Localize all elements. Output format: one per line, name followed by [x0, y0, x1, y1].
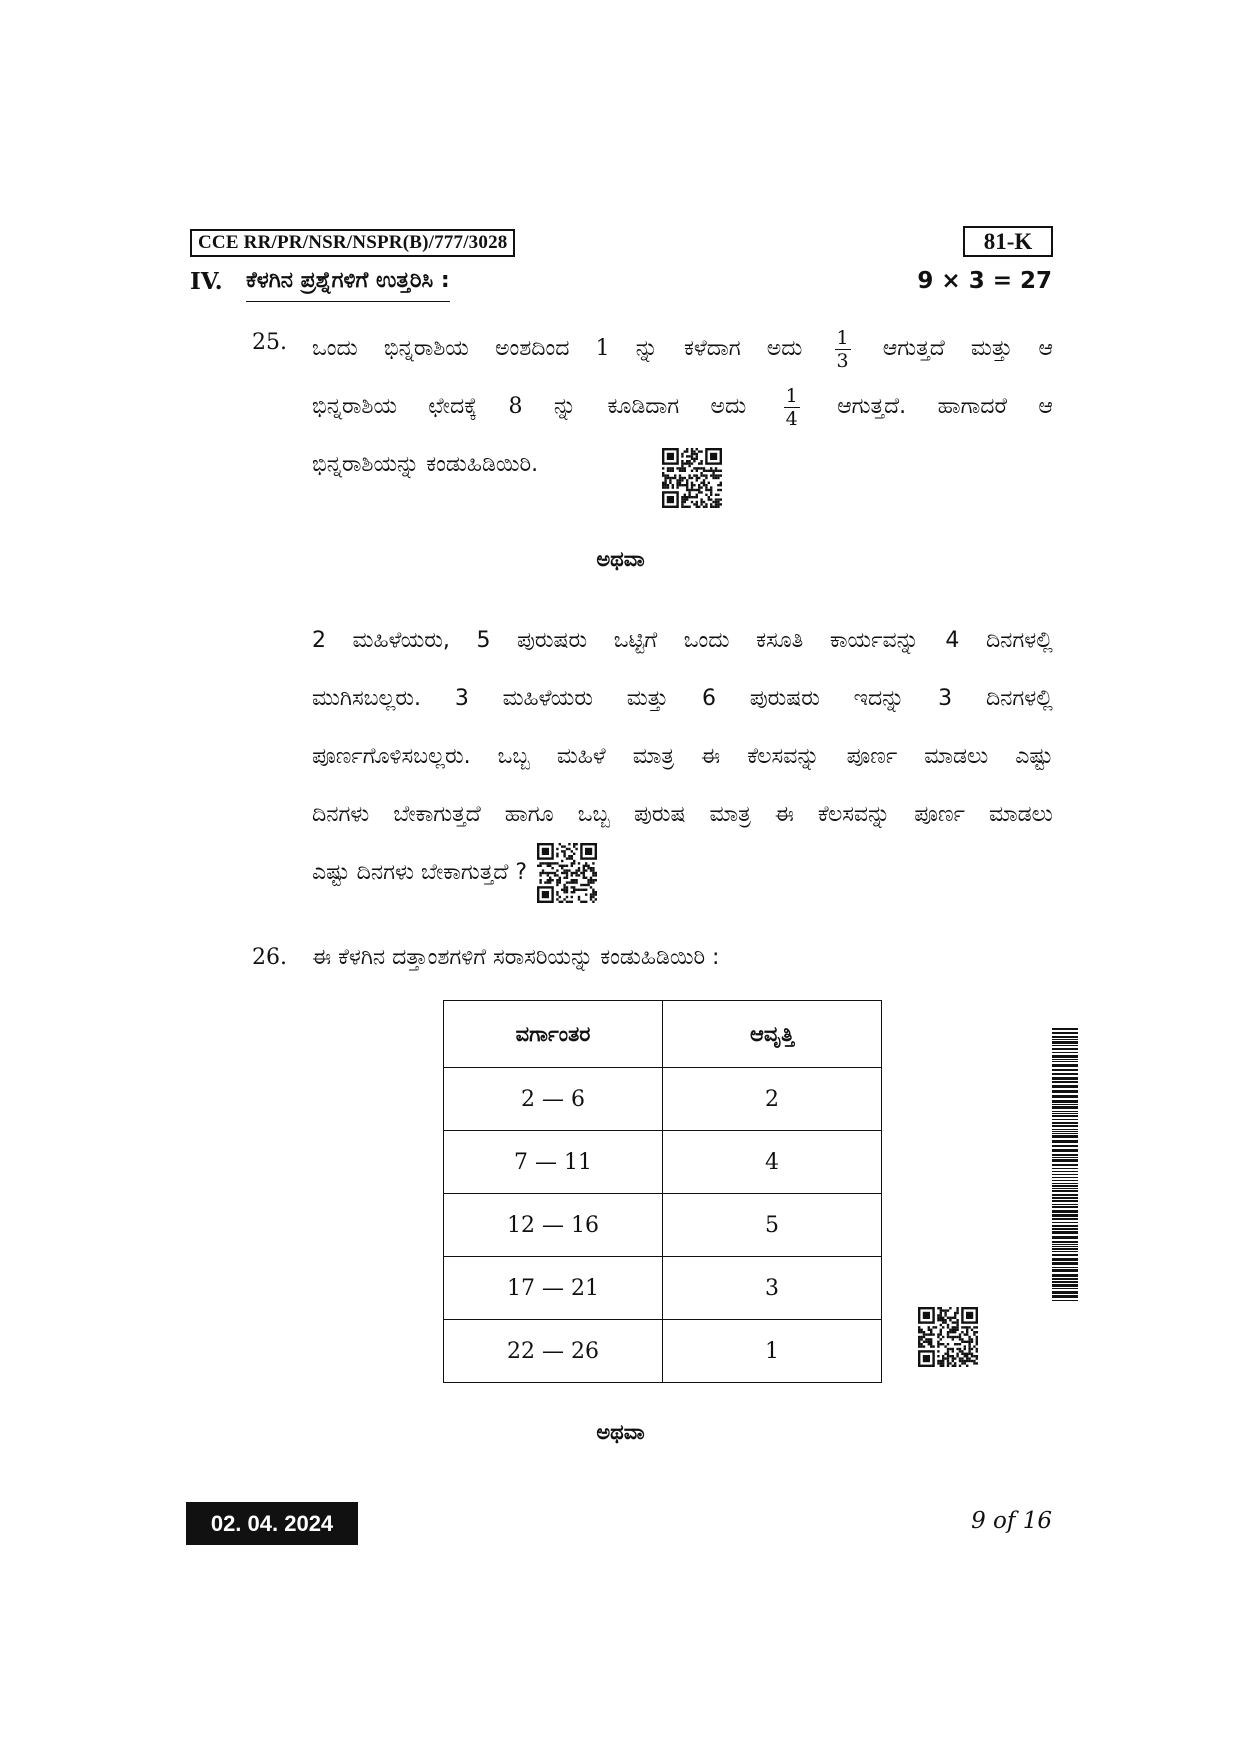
- word: ಪುರುಷ: [633, 802, 686, 827]
- alt-line-1: [312, 612, 1053, 670]
- frequency-table: [443, 1000, 882, 1383]
- word: ಬೇಕಾಗುತ್ತದೆ: [393, 802, 481, 827]
- word: ಮಾತ್ರ: [632, 744, 675, 769]
- word: ದಿನಗಳಲ್ಲಿ: [985, 628, 1053, 653]
- column-header-class-interval: ವರ್ಗಾಂತರ: [444, 1001, 663, 1068]
- question-25-line-1: [312, 320, 1053, 378]
- class-interval-cell: 22 — 26: [444, 1320, 663, 1383]
- word: ಕೆಲಸವನ್ನು: [817, 802, 891, 827]
- word: ಅದು: [710, 394, 747, 419]
- fraction-one-third: [835, 328, 851, 371]
- word: ಭಿನ್ನರಾಶಿಯನ್ನು ಕಂಡುಹಿಡಿಯಿರಿ.: [312, 452, 539, 477]
- word: ಒಬ್ಬ: [497, 744, 530, 769]
- word: ಕಳೆದಾಗ: [684, 336, 741, 361]
- qr-code-icon: [662, 448, 722, 508]
- word: ಕೂಡಿದಾಗ: [607, 394, 680, 419]
- word: ಮತ್ತು: [626, 686, 669, 711]
- alt-line-3: [312, 728, 1053, 786]
- frequency-cell: 2: [663, 1068, 882, 1131]
- frequency-cell: 4: [663, 1131, 882, 1194]
- word: 2: [312, 628, 326, 653]
- word: ಮಾತ್ರ: [709, 802, 751, 827]
- word: ಮಹಿಳೆಯರು,: [352, 628, 450, 653]
- table-row: [444, 1320, 882, 1383]
- section-marks: 9 × 3 = 27: [917, 268, 1052, 294]
- word: 3: [454, 686, 469, 711]
- class-interval-cell: 2 — 6: [444, 1068, 663, 1131]
- word: ಪೂರ್ಣ: [846, 744, 898, 769]
- word: ಅದು: [766, 336, 803, 361]
- word: ನ್ನು: [553, 394, 577, 419]
- word: ಕಸೂತಿ: [756, 628, 804, 653]
- table-row: [444, 1068, 882, 1131]
- word: 5: [476, 628, 491, 653]
- or-separator-25: ಅಥವಾ: [596, 547, 645, 571]
- word: 8: [508, 394, 523, 419]
- word: ಪುರುಷರು: [517, 628, 588, 653]
- word: ಭಿನ್ನರಾಶಿಯ: [383, 336, 469, 361]
- fraction-numerator: 1: [836, 326, 849, 349]
- word: ಮಾಡಲು: [988, 802, 1053, 827]
- question-26-text: ಈ ಕೆಳಗಿನ ದತ್ತಾಂಶಗಳಿಗೆ ಸರಾಸರಿಯನ್ನು ಕಂಡುಹಿಡಿಯಿರಿ :: [312, 945, 720, 970]
- word: ಈ: [701, 744, 721, 769]
- or-separator-26: ಅಥವಾ: [596, 1420, 645, 1444]
- section-number: IV.: [190, 268, 223, 295]
- qr-code-icon: [918, 1307, 978, 1367]
- word: ಪೂರ್ಣಗೊಳಿಸಬಲ್ಲರು.: [312, 744, 471, 769]
- fraction-denominator: 3: [836, 349, 849, 372]
- word: ಆಗುತ್ತದೆ: [882, 336, 945, 361]
- class-interval-cell: 7 — 11: [444, 1131, 663, 1194]
- alt-line-2: [312, 670, 1053, 728]
- exam-date: 02. 04. 2024: [186, 1502, 358, 1545]
- word: ಎಷ್ಟು: [1015, 744, 1053, 769]
- table-row: [444, 1257, 882, 1320]
- class-interval-cell: 17 — 21: [444, 1257, 663, 1320]
- barcode-icon: [1052, 1028, 1078, 1301]
- class-interval-cell: 12 — 16: [444, 1194, 663, 1257]
- word: ಆ: [1038, 336, 1053, 361]
- word: ಕೆಲಸವನ್ನು: [747, 744, 820, 769]
- word: ದಿನಗಳಲ್ಲಿ: [985, 686, 1053, 711]
- word: ಮಾಡಲು: [924, 744, 989, 769]
- question-25-alternative: [312, 612, 1053, 902]
- word: ಪೂರ್ಣ: [914, 802, 965, 827]
- section-title: ಕೆಳಗಿನ ಪ್ರಶ್ನೆಗಳಿಗೆ ಉತ್ತರಿಸಿ :: [246, 268, 450, 302]
- table-row: [444, 1194, 882, 1257]
- word: ಛೇದಕ್ಕೆ: [428, 394, 478, 419]
- word: ಮುಗಿಸಬಲ್ಲರು.: [312, 686, 422, 711]
- question-26-number: 26.: [252, 945, 287, 970]
- alt-line-4: [312, 786, 1053, 844]
- word: ಅಂಶದಿಂದ: [494, 336, 570, 361]
- word: ಇದನ್ನು: [853, 686, 905, 711]
- word: ದಿನಗಳು: [312, 802, 370, 827]
- word: ಹಾಗಾದರೆ: [937, 394, 1007, 419]
- word: ನ್ನು: [635, 336, 658, 361]
- word: ಒಂದು: [683, 628, 730, 653]
- page-number: 9 of 16: [971, 1508, 1052, 1534]
- subject-code-box: 81-K: [963, 226, 1053, 257]
- word: ಮತ್ತು: [970, 336, 1013, 361]
- word: ಒಟ್ಟಿಗೆ: [613, 628, 658, 653]
- word: ಒಬ್ಬ: [577, 802, 610, 827]
- frequency-cell: 3: [663, 1257, 882, 1320]
- question-25-line-2: [312, 378, 1053, 436]
- word: 6: [701, 686, 716, 711]
- frequency-cell: 5: [663, 1194, 882, 1257]
- table-row: [444, 1131, 882, 1194]
- fraction-one-fourth: [784, 386, 800, 429]
- table-header-row: [444, 1001, 882, 1068]
- fraction-numerator: 1: [785, 384, 798, 407]
- word: ಮಹಿಳೆ: [556, 744, 606, 769]
- word: ಆಗುತ್ತದೆ.: [837, 394, 907, 419]
- column-header-frequency: ಆವೃತ್ತಿ: [663, 1001, 882, 1068]
- word: 4: [945, 628, 960, 653]
- word: ಆ: [1038, 394, 1053, 419]
- word: ಭಿನ್ನರಾಶಿಯ: [312, 394, 398, 419]
- question-paper-code: CCE RR/PR/NSR/NSPR(B)/777/3028: [190, 229, 515, 257]
- word: ಹಾಗೂ: [504, 802, 554, 827]
- alt-line-5: [312, 844, 1053, 902]
- question-25-number: 25.: [252, 330, 287, 355]
- word: ಪುರುಷರು: [749, 686, 820, 711]
- word: ಎಷ್ಟು ದಿನಗಳು ಬೇಕಾಗುತ್ತದೆ ?: [312, 860, 528, 885]
- word: 1: [595, 336, 610, 361]
- word: ಮಹಿಳೆಯರು: [502, 686, 593, 711]
- word: ಈ: [774, 802, 794, 827]
- qr-code-icon: [537, 843, 597, 903]
- word: ಒಂದು: [312, 336, 358, 361]
- fraction-denominator: 4: [785, 407, 798, 430]
- word: 3: [938, 686, 953, 711]
- frequency-cell: 1: [663, 1320, 882, 1383]
- word: ಕಾರ್ಯವನ್ನು: [829, 628, 919, 653]
